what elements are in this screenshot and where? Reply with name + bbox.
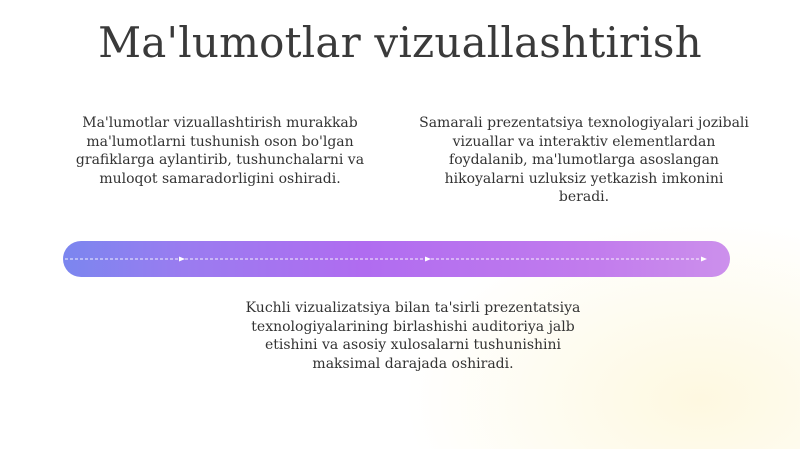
slide-title: Ma'lumotlar vizuallashtirish <box>98 18 702 67</box>
timeline-arrows <box>63 241 730 277</box>
progress-timeline-bar <box>63 241 730 277</box>
bottom-paragraph: Kuchli vizualizatsiya bilan ta'sirli prezentatsiya texnologiyalarining birlashishi auditoriya jalb etishini va asosiy xulosalarni tushunishini maksimal darajada oshiradi. <box>245 300 581 372</box>
arrow-right-icon <box>425 257 431 262</box>
arrow-right-icon <box>179 257 185 262</box>
right-paragraph: Samarali prezentatsiya texnologiyalari jozibali vizuallar va interaktiv elementlardan foydalanib, ma'lumotlarga asoslangan hikoyalarni uzluksiz yetkazish imkonini beradi. <box>419 115 749 205</box>
left-paragraph: Ma'lumotlar vizuallashtirish murakkab ma'lumotlarni tushunish oson bo'lgan grafiklarga aylantirib, tushunchalarni va muloqot samaradorligini oshiradi. <box>75 115 365 187</box>
arrow-right-icon <box>701 257 707 262</box>
